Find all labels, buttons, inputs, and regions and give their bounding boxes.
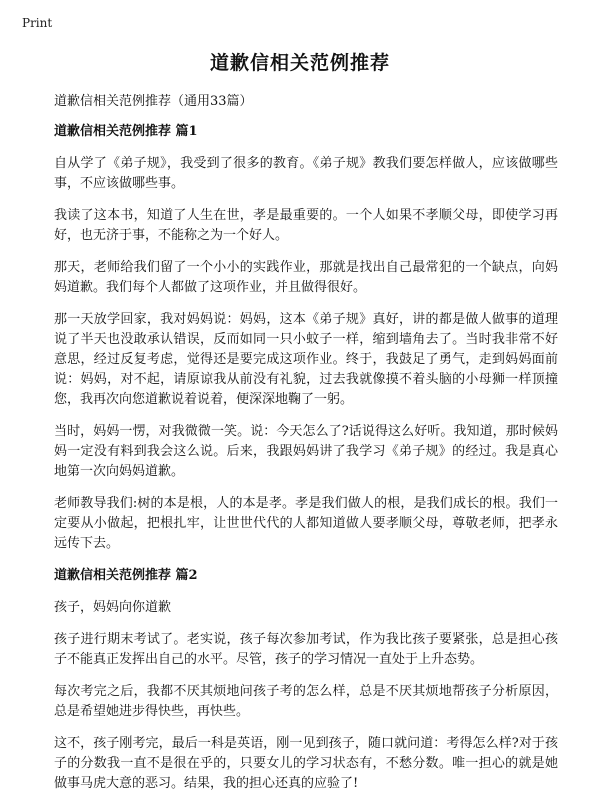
- paragraph: 那一天放学回家，我对妈妈说：妈妈，这本《弟子规》真好，讲的都是做人做事的道理说了半天也没敢承认错误，反而如同一只小蚊子一样，缩到墙角去了。当时我非常不好意思，经过反复考虑，觉得还是要完成这项作业。终于，我鼓足了勇气，走到妈妈面前说：妈妈，对不起，请原谅我从前没有礼貌，过去我就像摸不着头脑的小母狮一样顶撞您，我再次向您道歉说着说着，便深深地鞠了一躬。: [54, 312, 558, 407]
- paragraph: 当时，妈妈一愣，对我微微一笑。说：今天怎么了?话说得这么好听。我知道，那时候妈妈一定没有料到我会这么说。后来，我跟妈妈讲了我学习《弟子规》的经过。我是真心地第一次向妈妈道歉。: [54, 424, 558, 479]
- paragraph: 那天，老师给我们留了一个小小的实践作业，那就是找出自己最常犯的一个缺点，向妈妈道歉。我们每个人都做了这项作业，并且做得很好。: [54, 260, 558, 295]
- paragraph: 每次考完之后，我都不厌其烦地问孩子考的怎么样，总是不厌其烦地帮孩子分析原因，总是希望她进步得快些，再快些。: [54, 684, 558, 719]
- paragraph: 我读了这本书，知道了人生在世，孝是最重要的。一个人如果不孝顺父母，即使学习再好，也无济于事，不能称之为一个好人。: [54, 208, 558, 243]
- print-link[interactable]: Print: [22, 16, 53, 30]
- section-2: [54, 566, 558, 794]
- paragraph: 孩子，妈妈向你道歉: [54, 600, 172, 615]
- paragraph: 自从学了《弟子规》，我受到了很多的教育。《弟子规》教我们要怎样做人，应该做哪些事，不应该做哪些事。: [54, 156, 558, 191]
- paragraph: 孩子进行期末考试了。老实说，孩子每次参加考试，作为我比孩子要紧张，总是担心孩子不能真正发挥出自己的水平。尽管，孩子的学习情况一直处于上升态势。: [54, 632, 558, 667]
- section-1: [54, 122, 558, 554]
- paragraph: 老师教导我们:树的本是根，人的本是孝。孝是我们做人的根，是我们成长的根。我们一定要从小做起，把根扎牢，让世世代代的人都知道做人要孝顺父母，尊敬老师，把孝永远传下去。: [54, 496, 558, 551]
- paragraph: 这不，孩子刚考完，最后一科是英语，刚一见到孩子，随口就问道：考得怎么样?对于孩子的分数我一直不是很在乎的，只要女儿的学习状态有，不愁分数。唯一担心的就是她做事马虎大意的恶习。结果，我的担心还真的应验了!: [54, 736, 558, 791]
- document-body: [54, 92, 558, 806]
- document-subtitle: 道歉信相关范例推荐（通用33篇）: [54, 94, 253, 109]
- document-title: 道歉信相关范例推荐: [209, 52, 390, 74]
- section-heading: 道歉信相关范例推荐 篇1: [54, 124, 198, 139]
- section-heading: 道歉信相关范例推荐 篇2: [54, 568, 198, 583]
